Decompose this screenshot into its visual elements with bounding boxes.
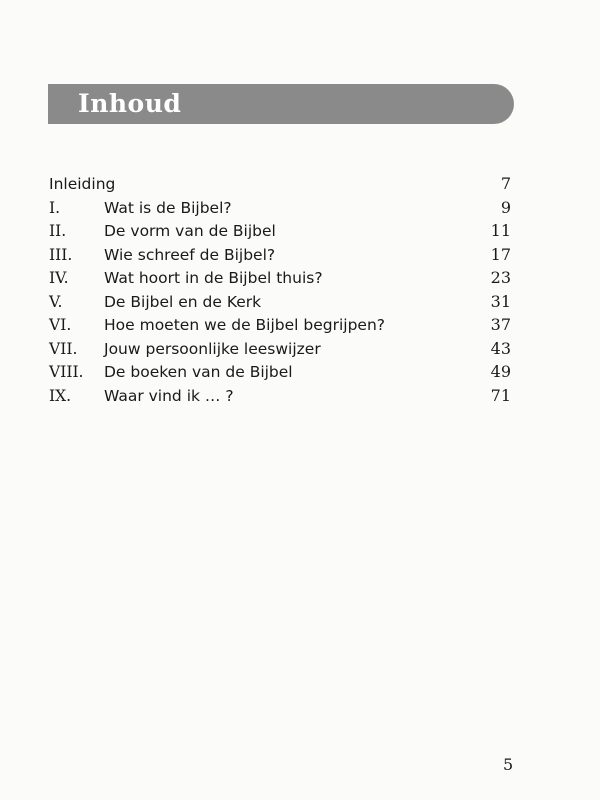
toc-entry-page: 9	[500, 197, 511, 217]
toc-entry-title: De Bijbel en de Kerk	[104, 292, 262, 311]
toc-entry-page: 31	[490, 291, 511, 311]
toc-entry-number: V.	[49, 292, 63, 311]
toc-entry-page: 49	[490, 362, 511, 381]
toc-entry-chapter-6[interactable]	[49, 315, 514, 339]
toc-entry-chapter-5[interactable]	[49, 292, 514, 316]
toc-entry-number: III.	[49, 245, 73, 264]
toc-entry-title: Wat is de Bijbel?	[104, 198, 232, 217]
toc-entry-number: VII.	[49, 339, 78, 358]
table-of-contents	[49, 174, 514, 409]
toc-entry-title: Hoe moeten we de Bijbel begrijpen?	[104, 316, 386, 334]
toc-entry-number: VIII.	[49, 363, 84, 381]
toc-entry-page: 7	[500, 174, 511, 193]
toc-entry-number: IV.	[49, 269, 69, 287]
toc-entry-page: 43	[490, 338, 511, 358]
toc-entry-page: 71	[490, 385, 511, 405]
toc-entry-number: II.	[49, 222, 67, 240]
toc-entry-title: De boeken van de Bijbel	[104, 363, 293, 381]
toc-entry-page: 23	[490, 268, 511, 287]
toc-entry-chapter-3[interactable]	[49, 245, 514, 269]
toc-entry-title: Wat hoort in de Bijbel thuis?	[104, 269, 323, 287]
toc-entry-chapter-1[interactable]	[49, 198, 514, 222]
toc-entry-page: 37	[490, 315, 511, 334]
page-number: 5	[503, 755, 514, 774]
toc-entry-number: VI.	[49, 316, 72, 334]
toc-entry-title: Jouw persoonlijke leeswijzer	[104, 339, 321, 358]
toc-entry-chapter-2[interactable]	[49, 221, 514, 245]
toc-entry-number: IX.	[49, 386, 72, 405]
page-title: Inhoud	[78, 89, 182, 118]
toc-entry-title: Inleiding	[49, 175, 116, 193]
toc-entry-page: 11	[490, 221, 511, 240]
toc-entry-inleiding[interactable]	[49, 174, 514, 198]
toc-entry-chapter-4[interactable]	[49, 268, 514, 292]
toc-entry-title: De vorm van de Bijbel	[104, 222, 276, 240]
toc-entry-chapter-8[interactable]	[49, 362, 514, 386]
toc-entry-chapter-7[interactable]	[49, 339, 514, 363]
toc-entry-page: 17	[490, 244, 511, 264]
header-band	[48, 84, 514, 124]
toc-entry-chapter-9[interactable]	[49, 386, 514, 410]
toc-entry-title: Waar vind ik … ?	[104, 386, 234, 405]
toc-entry-title: Wie schreef de Bijbel?	[104, 245, 276, 264]
toc-entry-number: I.	[49, 198, 61, 217]
